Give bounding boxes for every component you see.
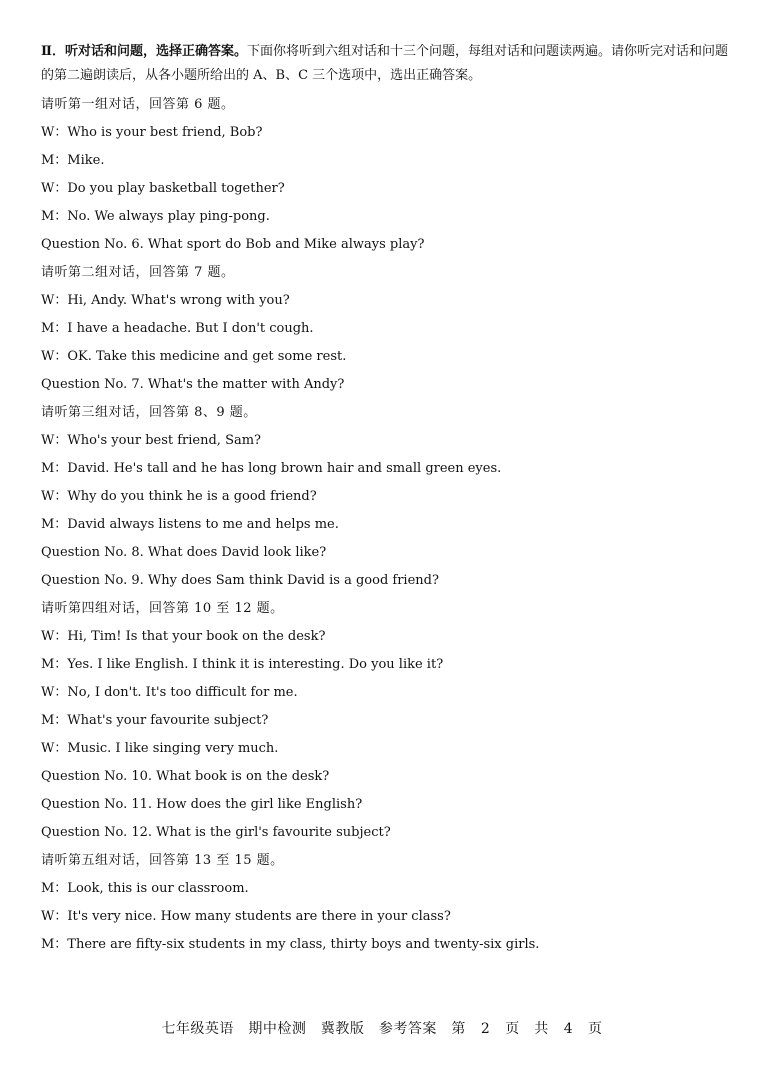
- script-line: Question No. 7. What's the matter with Andy?: [41, 377, 345, 392]
- script-line: M：Yes. I like English. I think it is interesting. Do you like it?: [41, 657, 444, 672]
- script-line: Question No. 8. What does David look like?: [41, 545, 327, 560]
- script-line: W：It's very nice. How many students are there in your class?: [41, 909, 451, 924]
- script-line: 请听第五组对话，回答第 13 至 15 题。: [41, 853, 284, 868]
- script-line: M：I have a headache. But I don't cough.: [41, 321, 314, 336]
- script-line: W：Do you play basketball together?: [41, 181, 285, 196]
- script-line: W：Hi, Tim! Is that your book on the desk?: [41, 629, 326, 644]
- script-line: Question No. 6. What sport do Bob and Mike always play?: [41, 237, 425, 252]
- section-instructions: [41, 40, 731, 88]
- page-footer: 七年级英语 期中检测 冀教版 参考答案 第 2 页 共 4 页: [161, 1021, 603, 1037]
- script-line: M：David always listens to me and helps me.: [41, 517, 339, 532]
- script-line: M：What's your favourite subject?: [41, 713, 269, 728]
- script-line: Question No. 9. Why does Sam think David is a good friend?: [41, 573, 439, 588]
- script-line: Question No. 12. What is the girl's favourite subject?: [41, 825, 391, 840]
- script-line: W：No, I don't. It's too difficult for me.: [41, 685, 298, 700]
- script-line: M：Look, this is our classroom.: [41, 881, 249, 896]
- script-line: W：OK. Take this medicine and get some rest.: [41, 349, 347, 364]
- script-line: 请听第三组对话，回答第 8、9 题。: [41, 405, 257, 420]
- listening-script: [41, 91, 731, 959]
- script-line: W：Hi, Andy. What's wrong with you?: [41, 293, 290, 308]
- script-line: Question No. 10. What book is on the desk?: [41, 769, 330, 784]
- script-line: W：Music. I like singing very much.: [41, 741, 279, 756]
- script-line: Question No. 11. How does the girl like English?: [41, 797, 363, 812]
- script-line: W：Why do you think he is a good friend?: [41, 489, 317, 504]
- script-line: W：Who's your best friend, Sam?: [41, 433, 262, 448]
- script-line: M：Mike.: [41, 153, 105, 168]
- section-heading: Ⅱ．听对话和问题，选择正确答案。: [41, 44, 247, 59]
- script-line: M：David. He's tall and he has long brown hair and small green eyes.: [41, 461, 502, 476]
- section-instruction-text: 下面你将听到六组对话和十三个问题，每组对话和问题读两遍。请你听完对话和问题的第二遍朗读后，从各小题所给出的 A、B、C 三个选项中，选出正确答案。: [41, 44, 728, 83]
- script-line: 请听第二组对话，回答第 7 题。: [41, 265, 235, 280]
- script-line: M：No. We always play ping-pong.: [41, 209, 270, 224]
- script-line: M：There are fifty-six students in my class, thirty boys and twenty-six girls.: [41, 937, 540, 952]
- script-line: W：Who is your best friend, Bob?: [41, 125, 263, 140]
- script-line: 请听第四组对话，回答第 10 至 12 题。: [41, 601, 284, 616]
- script-line: 请听第一组对话，回答第 6 题。: [41, 97, 235, 112]
